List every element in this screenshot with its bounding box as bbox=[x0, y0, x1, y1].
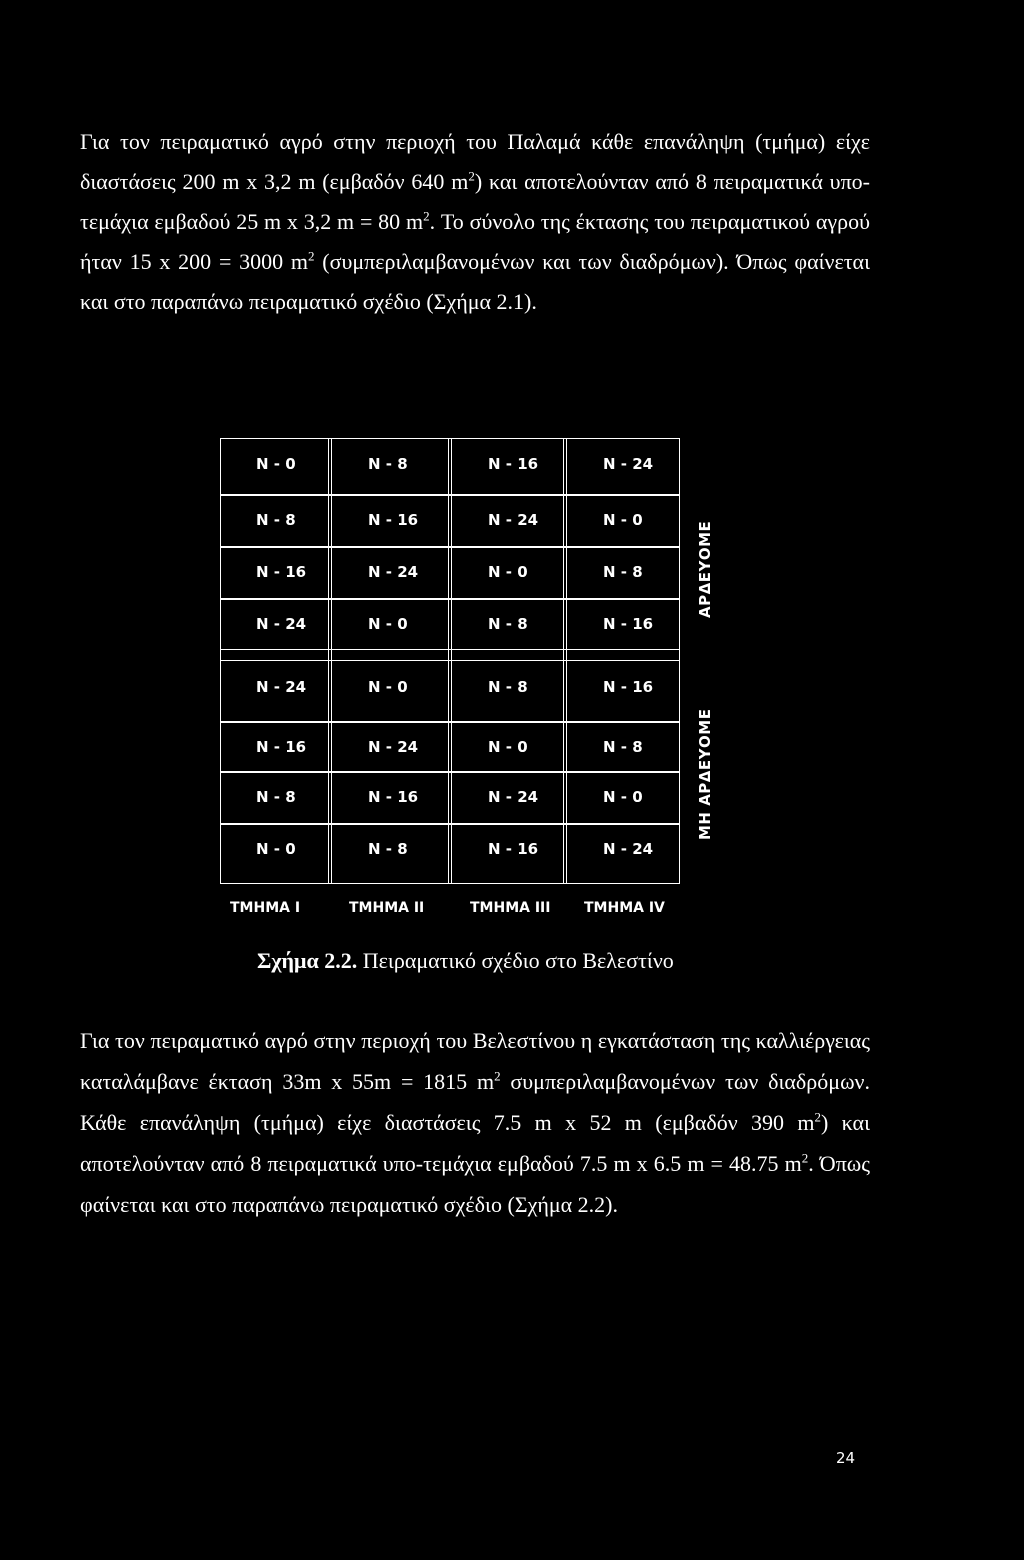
plot-cell: N - 16 bbox=[603, 678, 654, 696]
block-label-4: ΤΜΗΜΑ ΙV bbox=[584, 900, 665, 916]
plot-cell: N - 8 bbox=[488, 615, 528, 633]
paragraph-palamas bbox=[80, 122, 870, 322]
section-gap bbox=[220, 649, 680, 661]
plot-cell: N - 0 bbox=[488, 738, 528, 756]
plot-cell: N - 8 bbox=[488, 678, 528, 696]
plot-cell: N - 24 bbox=[368, 563, 419, 581]
caption-label: Σχήμα 2.2. bbox=[257, 948, 358, 973]
plot-cell: N - 16 bbox=[256, 563, 307, 581]
plot-cell: N - 8 bbox=[603, 738, 643, 756]
plot-cell: N - 0 bbox=[603, 788, 643, 806]
experimental-layout-diagram bbox=[220, 438, 714, 888]
plot-cell: N - 16 bbox=[603, 615, 654, 633]
superscript: 2 bbox=[494, 1068, 501, 1084]
paragraph1-text-c: . Το σύνολο της έκτασης του πειραματικού αγρού ήταν 15 x 200 = 3000 m bbox=[80, 209, 870, 274]
plot-cell: N - 0 bbox=[368, 615, 408, 633]
paragraph2-text-a: Για τον πειραματικό αγρό στην περιοχή του Βελεστίνου η εγκατάσταση της καλλιέργειας καταλάμβανε έκταση 33m x 55m = 1815 m bbox=[80, 1028, 870, 1094]
plot-cell: N - 0 bbox=[368, 678, 408, 696]
paragraph2-text-b: συμπεριλαμβανομένων των διαδρόμων. Κάθε επανάληψη (τμήμα) είχε διαστάσεις 7.5 m x 52 m (εμβαδόν 390 m bbox=[80, 1069, 870, 1135]
paragraph-velestino bbox=[80, 1020, 870, 1225]
figure-caption bbox=[257, 948, 674, 974]
caption-text: Πειραματικό σχέδιο στο Βελεστίνο bbox=[357, 948, 674, 973]
plot-cell: N - 24 bbox=[256, 615, 307, 633]
superscript: 2 bbox=[801, 1150, 809, 1166]
plot-cell: N - 16 bbox=[488, 455, 539, 473]
paragraph1-text-a: Για τον πειραματικό αγρό στην περιοχή του Παλαμά κάθε επανάληψη (τμήμα) είχε διαστάσεις 200 m x 3,2 m (εμβαδόν 640 m bbox=[80, 129, 870, 194]
block-label-2: ΤΜΗΜΑ ΙΙ bbox=[349, 900, 425, 916]
side-label-irrigated: ΑΡΔΕΥΟΜΕ bbox=[696, 520, 714, 618]
side-label-non-irrigated: ΜΗ ΑΡΔΕΥΟΜΕ bbox=[696, 708, 714, 840]
plot-cell: N - 0 bbox=[603, 511, 643, 529]
paragraph2-text-c: ) και αποτελούνταν από 8 πειραματικά υπο-τεμάχια εμβαδού 7.5 m x 6.5 m = 48.75 m bbox=[80, 1110, 871, 1176]
plot-cell: N - 24 bbox=[603, 840, 654, 858]
plot-cell: N - 0 bbox=[488, 563, 528, 581]
paragraph1-text-b: ) και αποτελούνταν από 8 πειραματικά υπο-τεμάχια εμβαδού 25 m x 3,2 m = 80 m bbox=[80, 169, 870, 234]
plot-cell: N - 8 bbox=[368, 840, 408, 858]
plot-cell: N - 0 bbox=[256, 840, 296, 858]
page-number: 24 bbox=[836, 1449, 856, 1467]
plot-cell: N - 16 bbox=[368, 788, 419, 806]
superscript: 2 bbox=[468, 168, 475, 184]
paragraph1-text-d: (συμπεριλαμβανομένων και των διαδρόμων). Όπως φαίνεται και στο παραπάνω πειραματικό σχέδιο (Σχήμα 2.1). bbox=[80, 249, 871, 314]
plot-cell: N - 24 bbox=[488, 511, 539, 529]
plot-cell: N - 0 bbox=[256, 455, 296, 473]
plot-cell: N - 8 bbox=[256, 788, 296, 806]
paragraph2-text-d: . Όπως φαίνεται και στο παραπάνω πειραματικό σχέδιο (Σχήμα 2.2). bbox=[80, 1151, 870, 1217]
plot-cell: N - 24 bbox=[256, 678, 307, 696]
superscript: 2 bbox=[423, 208, 430, 224]
block-label-3: ΤΜΗΜΑ ΙΙΙ bbox=[470, 900, 551, 916]
plot-cell: N - 16 bbox=[368, 511, 419, 529]
plot-cell: N - 8 bbox=[368, 455, 408, 473]
plot-cell: N - 24 bbox=[368, 738, 419, 756]
superscript: 2 bbox=[814, 1109, 821, 1125]
plot-cell: N - 8 bbox=[256, 511, 296, 529]
plot-cell: N - 16 bbox=[488, 840, 539, 858]
plot-cell: N - 16 bbox=[256, 738, 307, 756]
plot-cell: N - 24 bbox=[488, 788, 539, 806]
plot-cell: N - 8 bbox=[603, 563, 643, 581]
superscript: 2 bbox=[308, 248, 315, 264]
block-label-1: ΤΜΗΜΑ Ι bbox=[230, 900, 301, 916]
plot-cell: N - 24 bbox=[603, 455, 654, 473]
